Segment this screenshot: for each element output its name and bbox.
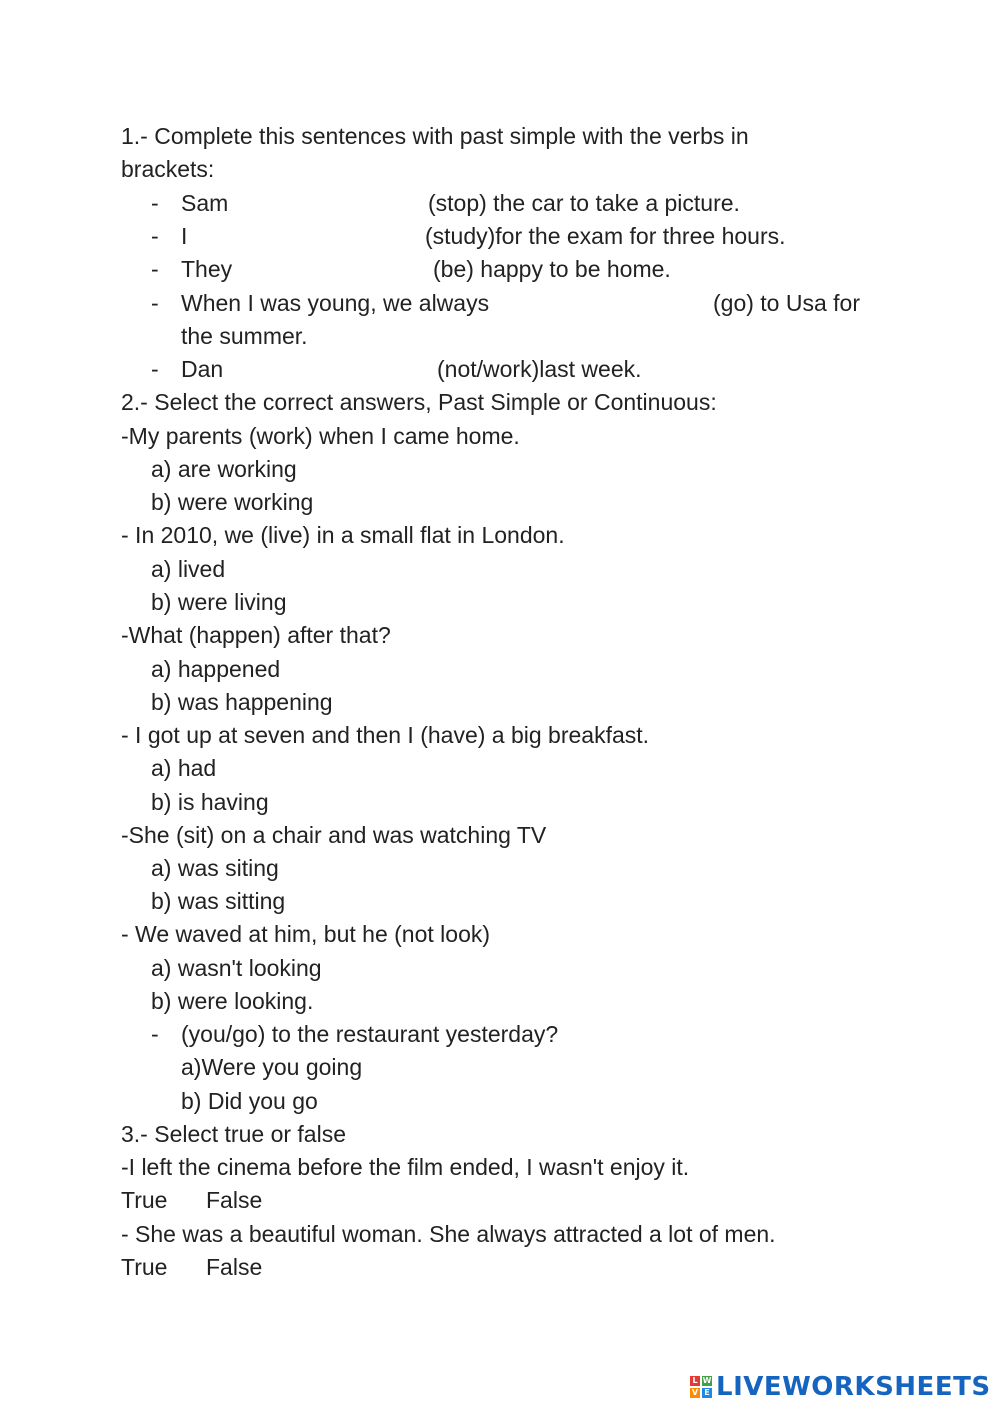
option-a[interactable]: a) was siting — [151, 855, 279, 881]
item-continuation: the summer. — [181, 323, 308, 349]
item-subject: They — [181, 256, 233, 282]
bullet-dash: - — [151, 356, 159, 382]
question: -What (happen) after that? — [121, 622, 391, 648]
option-b[interactable]: b) Did you go — [181, 1088, 318, 1114]
item-verb-text: (be) happy to be home. — [433, 256, 671, 282]
section1-title-line1: 1.- Complete this sentences with past simple with the verbs in — [121, 123, 749, 149]
option-b[interactable]: b) is having — [151, 789, 269, 815]
question: (you/go) to the restaurant yesterday? — [181, 1021, 559, 1047]
bullet-dash: - — [151, 190, 159, 216]
option-a[interactable]: a) are working — [151, 456, 297, 482]
section1-title-line2: brackets: — [121, 156, 215, 182]
section2-title: 2.- Select the correct answers, Past Simple or Continuous: — [121, 389, 717, 415]
question: - We waved at him, but he (not look) — [121, 921, 491, 947]
option-a[interactable]: a)Were you going — [181, 1054, 363, 1080]
bullet-dash: - — [151, 290, 159, 316]
statement: - She was a beautiful woman. She always attracted a lot of men. — [121, 1221, 776, 1247]
section3-title: 3.- Select true or false — [121, 1121, 346, 1147]
option-b[interactable]: b) were looking. — [151, 988, 314, 1014]
logo-letter: E — [702, 1388, 712, 1398]
false-option[interactable]: False — [206, 1254, 263, 1280]
bullet-dash: - — [151, 223, 159, 249]
item-subject: When I was young, we always — [181, 290, 490, 316]
option-a[interactable]: a) wasn't looking — [151, 955, 322, 981]
question: - I got up at seven and then I (have) a big breakfast. — [121, 722, 650, 748]
option-b[interactable]: b) was sitting — [151, 888, 286, 914]
logo-letter: V — [691, 1388, 699, 1397]
question: -She (sit) on a chair and was watching TV — [121, 822, 547, 848]
item-verb-text: (study)for the exam for three hours. — [425, 223, 786, 249]
statement: -I left the cinema before the film ended, I wasn't enjoy it. — [121, 1154, 690, 1180]
question: - In 2010, we (live) in a small flat in London. — [121, 522, 565, 548]
item-subject: Dan — [181, 356, 224, 382]
option-b[interactable]: b) were working — [151, 489, 314, 515]
logo-text: LIVEWORKSHEETS — [716, 1372, 991, 1402]
true-option[interactable]: True — [121, 1254, 168, 1280]
logo-letter: W — [702, 1376, 712, 1385]
true-option[interactable]: True — [121, 1187, 168, 1213]
option-b[interactable]: b) were living — [151, 589, 287, 615]
bullet-dash: - — [151, 1021, 159, 1047]
item-verb-text: (not/work)last week. — [437, 356, 642, 382]
false-option[interactable]: False — [206, 1187, 263, 1213]
logo-letter: L — [690, 1376, 700, 1386]
liveworksheets-logo — [690, 1372, 991, 1402]
item-verb-text: (stop) the car to take a picture. — [428, 190, 740, 216]
question: -My parents (work) when I came home. — [121, 423, 520, 449]
option-a[interactable]: a) lived — [151, 556, 226, 582]
logo-mark-icon — [690, 1376, 712, 1398]
option-a[interactable]: a) happened — [151, 656, 281, 682]
option-a[interactable]: a) had — [151, 755, 217, 781]
option-b[interactable]: b) was happening — [151, 689, 333, 715]
item-subject: Sam — [181, 190, 229, 216]
item-subject: I — [181, 223, 188, 249]
bullet-dash: - — [151, 256, 159, 282]
item-verb-text: (go) to Usa for — [713, 290, 860, 316]
